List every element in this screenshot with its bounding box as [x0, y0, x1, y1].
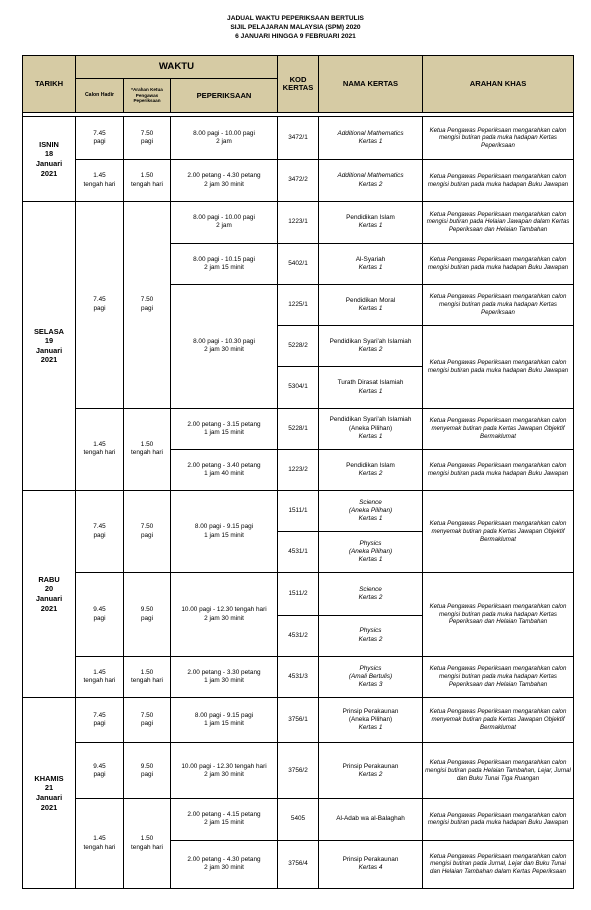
- calon-hadir-time: 9.45 pagi: [76, 573, 124, 656]
- kod-kertas: 5228/2: [278, 326, 319, 367]
- header-kod-kertas: KOD KERTAS: [278, 56, 319, 113]
- arahan-ketua-time: 7.50 pagi: [124, 201, 171, 408]
- nama-kertas: Pendidikan Syari'ah Islamiah (Aneka Pilihan) Kertas 1: [319, 408, 423, 449]
- header-calon-hadir: Calon Hadir: [76, 79, 124, 113]
- table-row: [23, 408, 574, 449]
- table-row: [23, 573, 574, 615]
- table-row: [23, 697, 574, 742]
- arahan-khas: Ketua Pengawas Peperiksaan mengarahkan calon menyemak butiran pada Kertas Jawapan Objektif Bermaklumat: [423, 408, 574, 449]
- doc-date-range: 6 JANUARI HINGGA 9 FEBRUARI 2021: [235, 33, 356, 40]
- doc-title: JADUAL WAKTU PEPERIKSAAN BERTULIS: [227, 15, 364, 22]
- doc-subtitle: SIJIL PELAJARAN MALAYSIA (SPM) 2020: [230, 24, 361, 31]
- arahan-khas: Ketua Pengawas Peperiksaan mengarahkan calon mengisi butiran pada muka hadapan Kertas Peperiksaan dan Helaian Tambahan: [423, 573, 574, 656]
- arahan-ketua-time: 7.50 pagi: [124, 490, 171, 572]
- arahan-khas: Ketua Pengawas Peperiksaan mengarahkan calon mengisi butiran pada muka hadapan Buku Jawapan: [423, 243, 574, 284]
- calon-hadir-time: 7.45 pagi: [76, 490, 124, 572]
- kod-kertas: 5402/1: [278, 243, 319, 284]
- arahan-khas: Ketua Pengawas Peperiksaan mengarahkan calon mengisi butiran pada muka hadapan Kertas Peperiksaan: [423, 285, 574, 326]
- table-row: [23, 656, 574, 697]
- kod-kertas: 4531/2: [278, 615, 319, 656]
- exam-time: 8.00 pagi - 9.15 pagi 1 jam 15 minit: [171, 490, 278, 572]
- calon-hadir-time: 1.45 tengah hari: [76, 799, 124, 889]
- header-row-1: [23, 56, 574, 79]
- exam-time: 8.00 pagi - 10.15 pagi 2 jam 15 minit: [171, 243, 278, 284]
- table-row: [23, 201, 574, 243]
- arahan-khas: Ketua Pengawas Peperiksaan mengarahkan calon mengisi butiran pada muka hadapan Buku Jawapan: [423, 449, 574, 490]
- exam-time: 10.00 pagi - 12.30 tengah hari 2 jam 30 minit: [171, 573, 278, 656]
- header-nama-kertas: NAMA KERTAS: [319, 56, 423, 113]
- kod-kertas: 3472/2: [278, 160, 319, 201]
- nama-kertas: Additional Mathematics Kertas 1: [319, 117, 423, 160]
- nama-kertas: Pendidikan Islam Kertas 2: [319, 449, 423, 490]
- table-row: [23, 743, 574, 799]
- exam-time: 2.00 petang - 3.15 petang 1 jam 15 minit: [171, 408, 278, 449]
- arahan-khas: Ketua Pengawas Peperiksaan mengarahkan calon mengisi butiran pada Helaian Jawapan dalam Kertas Peperiksaan dan Helaian Tambahan: [423, 201, 574, 243]
- kod-kertas: 1511/2: [278, 573, 319, 615]
- arahan-khas: Ketua Pengawas Peperiksaan mengarahkan calon menyemak butiran pada Kertas Jawapan Objektif Bermaklumat: [423, 490, 574, 572]
- nama-kertas: Prinsip Perakaunan Kertas 4: [319, 840, 423, 888]
- table-row: [23, 117, 574, 160]
- nama-kertas: Pendidikan Syari'ah Islamiah Kertas 2: [319, 326, 423, 367]
- arahan-khas: Ketua Pengawas Peperiksaan mengarahkan calon mengisi butiran pada Jurnal, Lejar dan Buku Tunai dan Helaian Tambahan dalam Kertas Peperiksaan: [423, 840, 574, 888]
- header-arahan-ketua: *Arahan Ketua Pengawas Peperiksaan: [124, 79, 171, 113]
- exam-time: 2.00 petang - 3.40 petang 1 jam 40 minit: [171, 449, 278, 490]
- arahan-ketua-time: 1.50 tengah hari: [124, 408, 171, 490]
- kod-kertas: 3756/2: [278, 743, 319, 799]
- header-tarikh: TARIKH: [23, 56, 76, 113]
- arahan-ketua-time: 9.50 pagi: [124, 743, 171, 799]
- nama-kertas: Science Kertas 2: [319, 573, 423, 615]
- day-khamis: KHAMIS 21 Januari 2021: [23, 697, 76, 888]
- arahan-khas: Ketua Pengawas Peperiksaan mengarahkan calon mengisi butiran pada muka hadapan Buku Jawapan: [423, 160, 574, 201]
- kod-kertas: 5228/1: [278, 408, 319, 449]
- calon-hadir-time: 7.45 pagi: [76, 201, 124, 408]
- kod-kertas: 1223/1: [278, 201, 319, 243]
- exam-time: 2.00 petang - 4.30 petang 2 jam 30 minit: [171, 840, 278, 888]
- header-waktu: WAKTU: [76, 56, 278, 79]
- calon-hadir-time: 7.45 pagi: [76, 697, 124, 742]
- table-row: [23, 799, 574, 840]
- kod-kertas: 1223/2: [278, 449, 319, 490]
- arahan-khas: Ketua Pengawas Peperiksaan mengarahkan calon mengisi butiran pada muka hadapan Buku Jawapan: [423, 326, 574, 408]
- arahan-ketua-time: 9.50 pagi: [124, 573, 171, 656]
- nama-kertas: Additional Mathematics Kertas 2: [319, 160, 423, 201]
- kod-kertas: 3756/1: [278, 697, 319, 742]
- arahan-ketua-time: 1.50 tengah hari: [124, 160, 171, 201]
- nama-kertas: Prinsip Perakaunan (Aneka Pilihan) Kertas 1: [319, 697, 423, 742]
- kod-kertas: 5405: [278, 799, 319, 840]
- arahan-khas: Ketua Pengawas Peperiksaan mengarahkan calon mengisi butiran pada muka hadapan Kertas Peperiksaan: [423, 117, 574, 160]
- kod-kertas: 1225/1: [278, 285, 319, 326]
- calon-hadir-time: 9.45 pagi: [76, 743, 124, 799]
- kod-kertas: 3756/4: [278, 840, 319, 888]
- kod-kertas: 1511/1: [278, 490, 319, 531]
- table-row: [23, 490, 574, 531]
- nama-kertas: Physics Kertas 2: [319, 615, 423, 656]
- exam-timetable: [22, 55, 574, 889]
- exam-time: 8.00 pagi - 10.00 pagi 2 jam: [171, 201, 278, 243]
- header-peperiksaan: PEPERIKSAAN: [171, 79, 278, 113]
- kod-kertas: 4531/3: [278, 656, 319, 697]
- document-title-block: [0, 14, 591, 41]
- exam-time: 2.00 petang - 4.30 petang 2 jam 30 minit: [171, 160, 278, 201]
- nama-kertas: Al-Syariah Kertas 1: [319, 243, 423, 284]
- day-selasa: SELASA 19 Januari 2021: [23, 201, 76, 490]
- nama-kertas: Physics (Amali Bertulis) Kertas 3: [319, 656, 423, 697]
- calon-hadir-time: 1.45 tengah hari: [76, 160, 124, 201]
- nama-kertas: Pendidikan Islam Kertas 1: [319, 201, 423, 243]
- arahan-ketua-time: 1.50 tengah hari: [124, 799, 171, 889]
- exam-time: 2.00 petang - 3.30 petang 1 jam 30 minit: [171, 656, 278, 697]
- nama-kertas: Prinsip Perakaunan Kertas 2: [319, 743, 423, 799]
- calon-hadir-time: 1.45 tengah hari: [76, 408, 124, 490]
- kod-kertas: 5304/1: [278, 367, 319, 408]
- nama-kertas: Physics (Aneka Pilihan) Kertas 1: [319, 532, 423, 573]
- header-arahan-khas: ARAHAN KHAS: [423, 56, 574, 113]
- arahan-khas: Ketua Pengawas Peperiksaan mengarahkan calon mengisi butiran pada Helaian Tambahan, Lejar, Jurnal dan Buku Tunai Tiga Ruangan: [423, 743, 574, 799]
- arahan-khas: Ketua Pengawas Peperiksaan mengarahkan calon mengisi butiran pada muka hadapan Buku Jawapan: [423, 799, 574, 840]
- arahan-ketua-time: 7.50 pagi: [124, 697, 171, 742]
- nama-kertas: Science (Aneka Pilihan) Kertas 1: [319, 490, 423, 531]
- exam-time: 8.00 pagi - 10.00 pagi 2 jam: [171, 117, 278, 160]
- nama-kertas: Turath Dirasat Islamiah Kertas 1: [319, 367, 423, 408]
- exam-time: 2.00 petang - 4.15 petang 2 jam 15 minit: [171, 799, 278, 840]
- exam-time: 8.00 pagi - 9.15 pagi 1 jam 15 minit: [171, 697, 278, 742]
- calon-hadir-time: 1.45 tengah hari: [76, 656, 124, 697]
- day-isnin: ISNIN 18 Januari 2021: [23, 117, 76, 201]
- arahan-ketua-time: 7.50 pagi: [124, 117, 171, 160]
- exam-time: 8.00 pagi - 10.30 pagi 2 jam 30 minit: [171, 285, 278, 409]
- arahan-ketua-time: 1.50 tengah hari: [124, 656, 171, 697]
- calon-hadir-time: 7.45 pagi: [76, 117, 124, 160]
- kod-kertas: 4531/1: [278, 532, 319, 573]
- day-rabu: RABU 20 Januari 2021: [23, 490, 76, 697]
- kod-kertas: 3472/1: [278, 117, 319, 160]
- nama-kertas: Al-Adab wa al-Balaghah: [319, 799, 423, 840]
- table-row: [23, 160, 574, 201]
- nama-kertas: Pendidikan Moral Kertas 1: [319, 285, 423, 326]
- exam-time: 10.00 pagi - 12.30 tengah hari 2 jam 30 minit: [171, 743, 278, 799]
- arahan-khas: Ketua Pengawas Peperiksaan mengarahkan calon menyemak butiran pada Kertas Jawapan Objektif Bermaklumat: [423, 697, 574, 742]
- arahan-khas: Ketua Pengawas Peperiksaan mengarahkan calon mengisi butiran pada muka hadapan Kertas Peperiksaan dan Helaian Tambahan: [423, 656, 574, 697]
